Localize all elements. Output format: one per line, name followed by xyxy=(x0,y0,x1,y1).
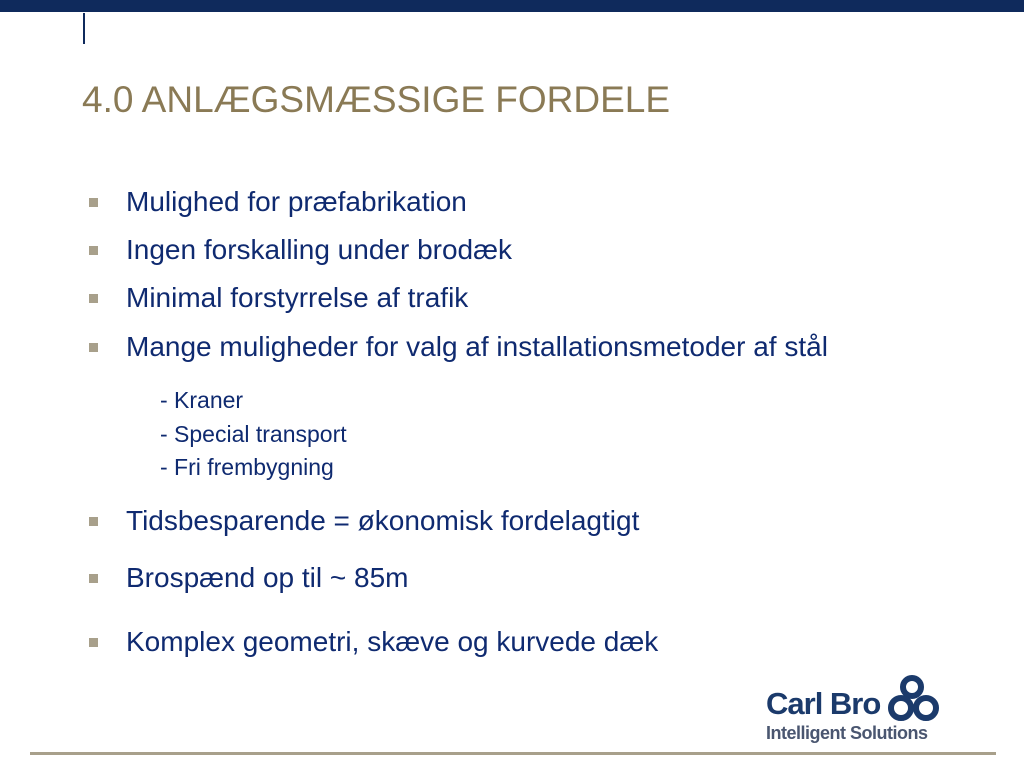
sub-list-item: - Kraner xyxy=(160,387,244,413)
top-header-bar xyxy=(0,0,1024,12)
logo-tagline: Intelligent Solutions xyxy=(766,723,928,743)
title-accent-line xyxy=(83,13,85,44)
square-bullet-icon xyxy=(89,294,98,303)
square-bullet-icon xyxy=(89,638,98,647)
sub-list-item: - Fri frembygning xyxy=(160,454,334,480)
bullet-text: Komplex geometri, skæve og kurvede dæk xyxy=(126,626,659,657)
bullet-item xyxy=(89,503,639,539)
bullet-item xyxy=(89,560,409,596)
bullet-item xyxy=(89,280,468,316)
bullet-item xyxy=(89,184,467,220)
company-logo xyxy=(766,672,946,748)
square-bullet-icon xyxy=(89,246,98,255)
bottom-divider xyxy=(30,752,996,755)
square-bullet-icon xyxy=(89,343,98,352)
bullet-text: Mange muligheder for valg af installationsmetoder af stål xyxy=(126,331,828,362)
bullet-text: Ingen forskalling under brodæk xyxy=(126,234,513,265)
bullet-text: Minimal forstyrrelse af trafik xyxy=(126,282,469,313)
logo-wordmark: Carl Bro xyxy=(766,686,881,721)
linked-rings-logo-icon xyxy=(886,674,944,724)
bullet-text: Mulighed for præfabrikation xyxy=(126,186,467,217)
square-bullet-icon xyxy=(89,574,98,583)
sub-list-item: - Special transport xyxy=(160,421,347,447)
bullet-item xyxy=(89,232,512,268)
bullet-item xyxy=(89,624,658,660)
bullet-text: Tidsbesparende = økonomisk fordelagtigt xyxy=(126,505,640,536)
square-bullet-icon xyxy=(89,198,98,207)
bullet-item xyxy=(89,329,828,365)
slide-title: 4.0 ANLÆGSMÆSSIGE FORDELE xyxy=(82,79,671,120)
square-bullet-icon xyxy=(89,517,98,526)
bullet-text: Brospænd op til ~ 85m xyxy=(126,562,409,593)
